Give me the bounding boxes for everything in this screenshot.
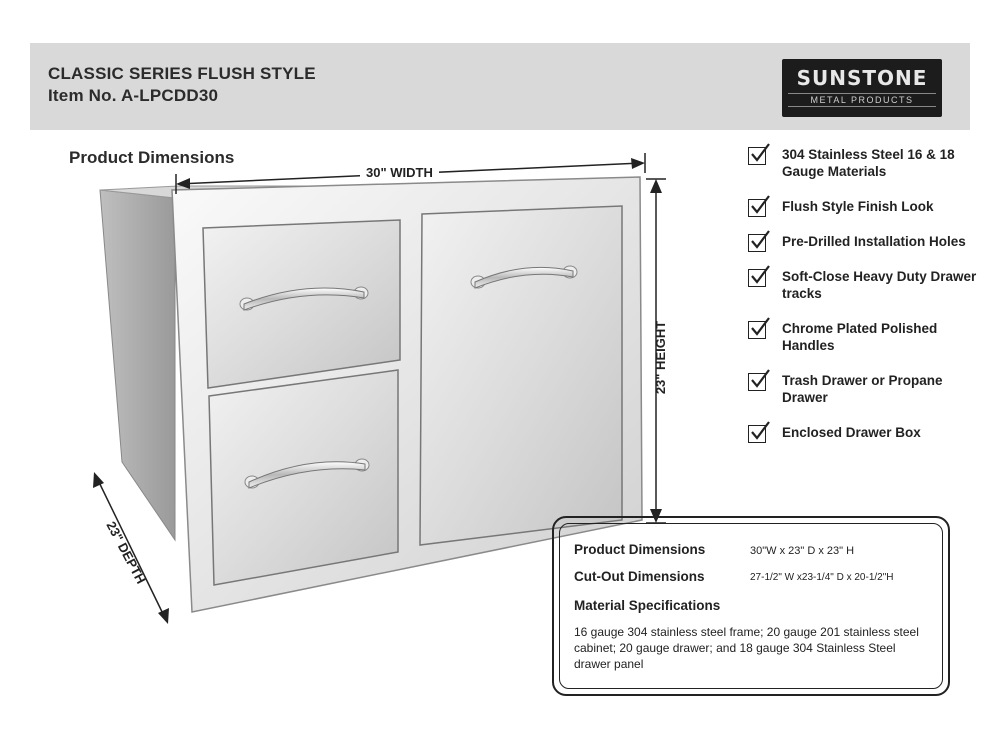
feature-item <box>748 146 988 180</box>
specifications-inner-border <box>559 523 943 689</box>
feature-text: Flush Style Finish Look <box>782 199 934 214</box>
feature-item <box>748 268 988 302</box>
section-title: Product Dimensions <box>69 148 235 167</box>
item-number: Item No. A-LPCDD30 <box>48 86 219 105</box>
top-drawer <box>203 220 400 388</box>
height-label: 23" HEIGHT <box>653 320 669 395</box>
feature-text: Enclosed Drawer Box <box>782 425 921 440</box>
width-label: 30" WIDTH <box>360 165 439 180</box>
logo-main-text: SUNSTONE <box>796 66 928 90</box>
feature-item <box>748 320 988 354</box>
material-specs-text: 16 gauge 304 stainless steel frame; 20 gauge 201 stainless steel cabinet; 20 gauge drawer; and 18 gauge 304 Stainless Steel drawer panel <box>574 625 919 671</box>
checkbox-checked-icon <box>748 321 766 339</box>
checkbox-checked-icon <box>748 147 766 165</box>
depth-label: 23" DEPTH <box>103 518 149 587</box>
checkbox-checked-icon <box>748 269 766 287</box>
door <box>420 206 622 545</box>
checkbox-checked-icon <box>748 373 766 391</box>
checkbox-checked-icon <box>748 425 766 443</box>
feature-text: Soft-Close Heavy Duty Drawer tracks <box>782 269 977 301</box>
feature-text: Trash Drawer or Propane Drawer <box>782 373 943 405</box>
product-dimensions-label: Product Dimensions <box>574 542 706 557</box>
logo-sub-text: METAL PRODUCTS <box>788 93 936 107</box>
feature-item <box>748 424 988 441</box>
checkbox-checked-icon <box>748 234 766 252</box>
checkbox-checked-icon <box>748 199 766 217</box>
feature-item <box>748 233 988 250</box>
feature-text: Chrome Plated Polished Handles <box>782 321 938 353</box>
cutout-dimensions-value: 27-1/2" W x23-1/4" D x 20-1/2"H <box>750 572 894 583</box>
material-specs-label: Material Specifications <box>574 598 721 613</box>
feature-list <box>748 146 988 455</box>
series-title: CLASSIC SERIES FLUSH STYLE <box>48 64 316 83</box>
feature-item <box>748 372 988 406</box>
product-dimensions-value: 30"W x 23" D x 23" H <box>750 545 855 557</box>
feature-text: Pre-Drilled Installation Holes <box>782 234 966 249</box>
specifications-box <box>552 516 950 696</box>
bottom-drawer <box>209 370 398 585</box>
feature-text: 304 Stainless Steel 16 & 18 Gauge Materials <box>782 147 955 179</box>
cutout-dimensions-label: Cut-Out Dimensions <box>574 569 705 584</box>
cabinet-side <box>100 190 175 540</box>
feature-item <box>748 198 988 215</box>
